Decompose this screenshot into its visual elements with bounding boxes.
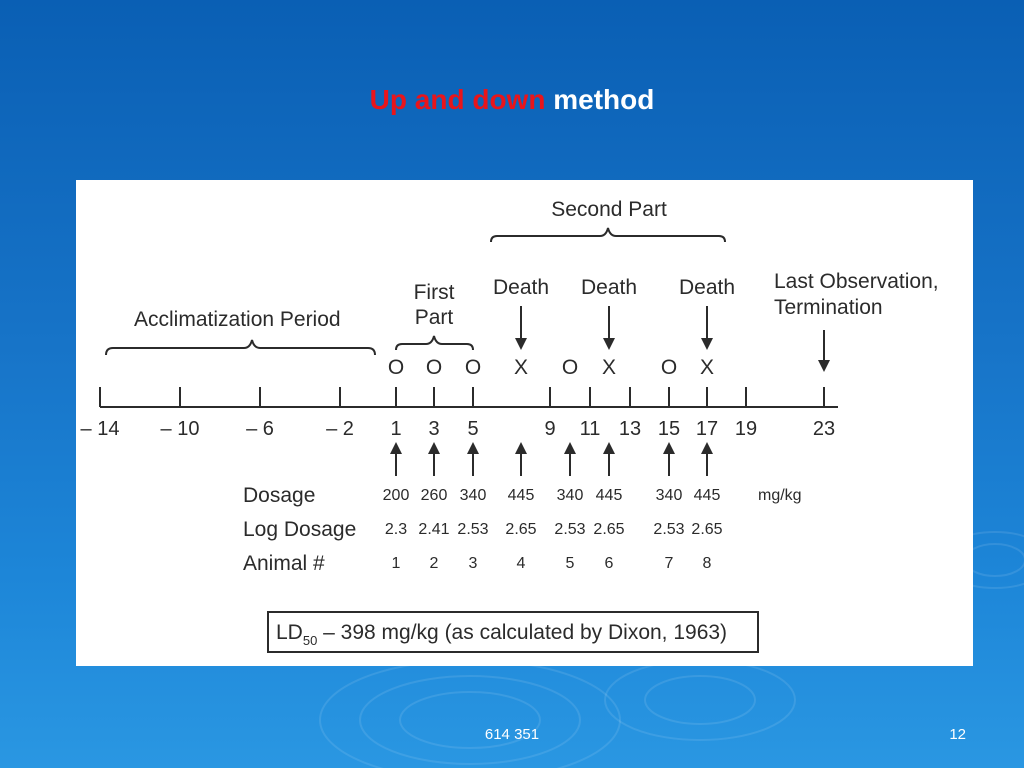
log-dosage-value: 2.3 (384, 521, 408, 538)
event-mark: O (387, 356, 405, 379)
dosage-value: 445 (507, 487, 535, 504)
animal-value: 7 (664, 555, 674, 572)
tick-label: 17 (695, 418, 719, 440)
tick-label: – 14 (80, 418, 120, 440)
tick-label: – 2 (326, 418, 354, 440)
first-part-brace (396, 336, 473, 350)
first-part-label-line2: Part (414, 306, 454, 329)
tick-label: – 10 (160, 418, 200, 440)
event-mark: O (660, 356, 678, 379)
animal-value: 1 (391, 555, 401, 572)
last-observation-label-line2: Termination (774, 296, 883, 319)
tick-label: 3 (428, 418, 440, 440)
tick-label: 5 (467, 418, 479, 440)
title-rest: method (553, 84, 655, 115)
tick-label: 19 (734, 418, 758, 440)
first-part-label-line1: First (413, 281, 455, 304)
course-code: 614 351 (484, 726, 540, 743)
death-label: Death (678, 276, 736, 299)
event-mark: X (699, 356, 715, 379)
animal-value: 6 (604, 555, 614, 572)
event-mark: O (425, 356, 443, 379)
animal-row-label: Animal # (243, 552, 325, 575)
animal-value: 8 (702, 555, 712, 572)
log-dosage-row-label: Log Dosage (243, 518, 357, 541)
event-mark: X (513, 356, 529, 379)
second-part-brace (491, 228, 725, 242)
acclimatization-brace (106, 340, 375, 355)
tick-label: 23 (812, 418, 836, 440)
dosage-value: 260 (420, 487, 448, 504)
dosage-row-label: Dosage (243, 484, 316, 507)
log-dosage-value: 2.65 (505, 521, 537, 538)
animal-value: 4 (516, 555, 526, 572)
animal-value: 5 (565, 555, 575, 572)
dosage-value: 340 (655, 487, 683, 504)
log-dosage-value: 2.53 (457, 521, 489, 538)
animal-value: 2 (429, 555, 439, 572)
tick-label: 11 (579, 418, 601, 440)
animal-value: 3 (468, 555, 478, 572)
ld50-rest: – 398 mg/kg (as calculated by Dixon, 1963) (317, 621, 728, 644)
timeline-ticks (100, 387, 824, 407)
death-label: Death (580, 276, 638, 299)
log-dosage-value: 2.41 (418, 521, 450, 538)
page-number: 12 (949, 726, 966, 743)
ld50-subscript: 50 (302, 633, 318, 648)
log-dosage-value: 2.65 (593, 521, 625, 538)
dosage-value: 340 (459, 487, 487, 504)
dosage-value: 200 (382, 487, 410, 504)
timeline-diagram (76, 180, 973, 666)
dosage-value: 340 (556, 487, 584, 504)
log-dosage-value: 2.53 (653, 521, 685, 538)
dosage-unit: mg/kg (758, 487, 802, 504)
tick-label: – 6 (246, 418, 274, 440)
last-observation-label-line1: Last Observation, (774, 270, 939, 293)
dosage-value: 445 (693, 487, 721, 504)
title-highlight: Up and down (369, 84, 546, 115)
second-part-label: Second Part (551, 198, 667, 221)
tick-label: 9 (544, 418, 556, 440)
slide-title (0, 84, 1024, 116)
log-dosage-value: 2.53 (554, 521, 586, 538)
event-mark: X (601, 356, 617, 379)
acclimatization-label: Acclimatization Period (134, 308, 341, 331)
event-mark: O (561, 356, 579, 379)
tick-label: 1 (390, 418, 402, 440)
log-dosage-value: 2.65 (691, 521, 723, 538)
dose-table (383, 487, 723, 572)
death-label: Death (492, 276, 550, 299)
dosage-value: 445 (595, 487, 623, 504)
tick-label: 15 (657, 418, 681, 440)
dosage-arrows (396, 450, 707, 476)
up-down-method-figure (76, 180, 973, 666)
ld50-text (276, 621, 727, 648)
event-mark: O (464, 356, 482, 379)
ld50-prefix: LD (276, 621, 303, 644)
tick-labels (81, 418, 836, 440)
tick-label: 13 (618, 418, 642, 440)
